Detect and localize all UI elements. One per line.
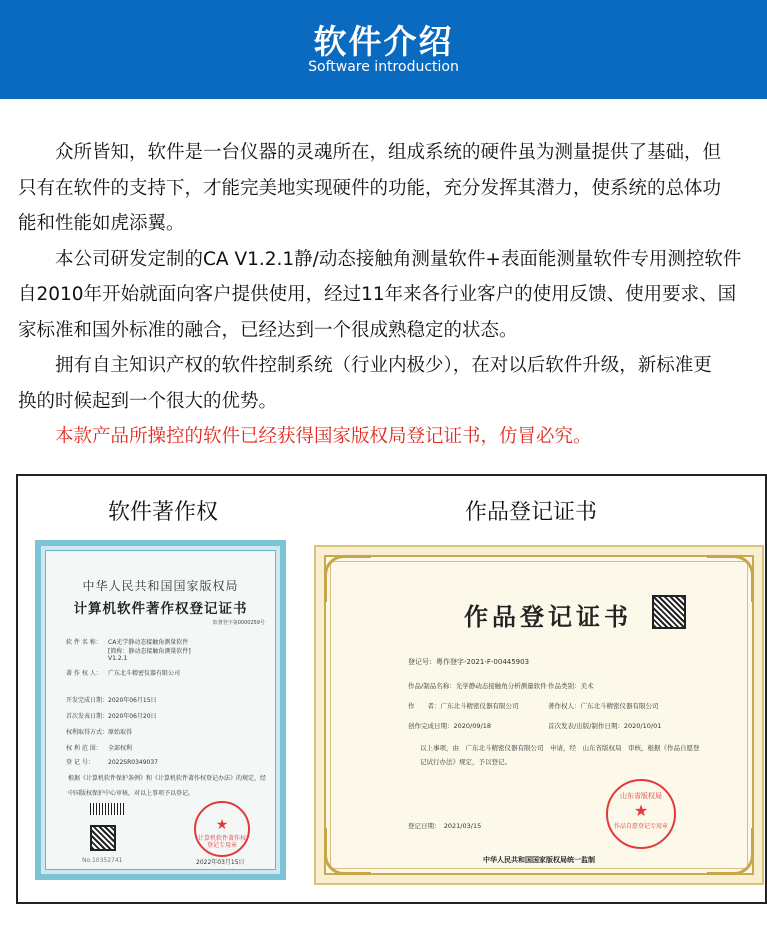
page-subtitle: Software introduction [308,59,459,75]
cert2-owner-row: 著作权人：广东北斗精密仪器有限公司 [548,702,659,710]
cert1-serial: No.10352741 [82,857,123,864]
copyright-notice: 本款产品所操控的软件已经获得国家版权局登记证书，仿冒必究。 [55,426,592,447]
cert1-row: V1.2.1 [108,655,128,662]
cert2-created-row: 创作完成日期：2020/09/18 [408,722,491,730]
cert2-name-row: 作品/制品名称：光学静动态接触角分析测量软件 [408,682,547,690]
cert1-row: 首次发表日期：2020年06月20日 [66,713,157,720]
ornament-corner-icon [707,828,754,875]
page-title: 软件介绍 [313,22,454,61]
intro-line: 换的时候起到一个很大的优势。 [18,390,278,412]
ornament-corner-icon [324,555,371,602]
cert1-paragraph: 根据《计算机软件保护条例》和《计算机软件著作权登记办法》的规定，经中国版权保护中心审核，对以上事项予以登记。 [68,775,267,797]
intro-line: 只有在软件的支持下，才能完美地实现硬件的功能，充分发挥其潜力，使系统的总体功 [18,177,722,199]
cert1-row: 权利取得方式：原始取得 [66,729,133,736]
barcode-icon [90,803,124,815]
ornament-corner-icon [324,828,371,875]
intro-line: 能和性能如虎添翼。 [18,213,185,234]
qr-code-icon [652,595,686,629]
cert1-heading-title: 计算机软件著作权登记证书 [73,601,248,617]
intro-line: 本公司研发定制的CA V1.2.1静/动态接触角测量软件+表面能测量软件专用测控软件 [55,248,742,270]
cert1-row: 著 作 权 人： 广东北斗精密仪器有限公司 [66,670,181,677]
cert2-title: 作品登记证书 [464,603,632,631]
intro-line: 拥有自主知识产权的软件控制系统（行业内极少），在对以后软件升级，新标准更 [55,355,712,376]
ornament-corner-icon [707,555,754,602]
cert1-row: 开发完成日期：2020年06月15日 [66,697,157,704]
intro-line: 家标准和国外标准的融合，已经达到一个很成熟稳定的状态。 [18,319,518,341]
intro-line: 众所皆知，软件是一台仪器的灵魂所在，组成系统的硬件虽为测量提供了基础，但 [55,142,722,163]
seal-stamp: 山东省版权局 ★ 作品自愿登记专用章 [606,779,676,849]
cert1-row: 软 件 名 称： CA光学静动态接触角测量软件 [66,639,189,646]
software-copyright-caption: 软件著作权 [108,500,219,525]
cert1-row: 权 利 范 围： 全部权利 [66,745,133,752]
cert2-reg-number: 登记号：粤作登字-2021-F-00445903 [408,658,530,666]
cert1-row: 登 记 号： 2022SR0349037 [66,759,158,766]
star-icon: ★ [633,801,649,820]
work-registration-certificate [314,545,764,885]
work-registration-caption: 作品登记证书 [465,500,598,525]
seal-stamp: ★ 计算机软件著作权登记专用章 [194,801,250,857]
intro-text [18,135,767,455]
qr-code-icon [90,825,116,851]
cert2-category-row: 作品类别：美术 [548,682,594,690]
star-icon: ★ [215,817,229,833]
cert1-date: 2022年03月15日 [196,859,245,866]
cert1-reg-number: 软著登字第0000259号 [212,620,265,626]
page-header [0,0,767,99]
cert2-published-row: 首次发表/出版/制作日期：2020/10/01 [548,722,662,730]
intro-line: 自2010年开始就面向客户提供使用，经过11年来各行业客户的使用反馈、使用要求、国 [18,284,737,305]
cert2-author-row: 作 者：广东北斗精密仪器有限公司 [408,702,519,710]
cert1-heading-authority: 中华人民共和国国家版权局 [82,579,239,593]
cert2-footer: 中华人民共和国国家版权局统一监制 [483,856,595,864]
cert2-reg-date: 登记日期： 2021/03/15 [408,822,482,830]
software-copyright-certificate [35,540,286,880]
cert2-paragraph: 以上事项，由 广东北斗精密仪器有限公司 申请，经 山东省版权局 审核，根据《作品自愿登记试行办法》规定，予以登记。 [420,744,700,766]
cert1-row: [简称：静动态接触角测量软件] [108,648,191,655]
